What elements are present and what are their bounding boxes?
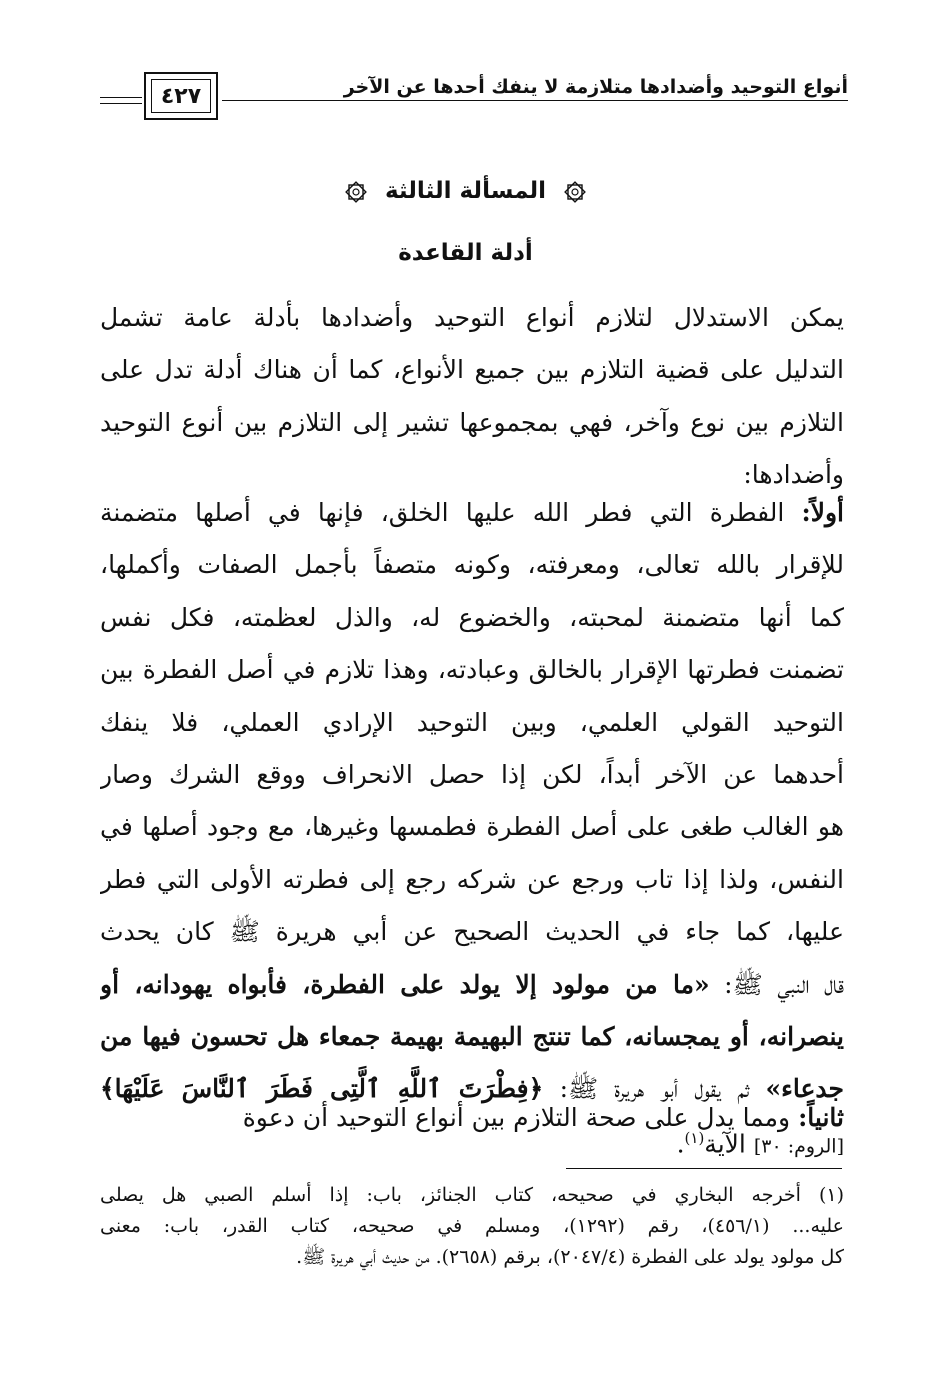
text-line bbox=[100, 487, 844, 539]
verse-suffix: الآية bbox=[704, 1129, 754, 1159]
text-line: التدليل على قضية التلازم بين جميع الأنواع، كما أن هناك أدلة تدل على bbox=[100, 355, 844, 385]
octagram-ornament-icon bbox=[345, 181, 367, 203]
page-header bbox=[100, 66, 848, 126]
text-line: التوحيد القولي العلمي، وبين التوحيد الإرادي العملي، فلا ينفك bbox=[100, 707, 844, 737]
sentence-end: . bbox=[676, 1129, 685, 1159]
second-evidence-paragraph bbox=[100, 1092, 844, 1144]
text-line: أحدهما عن الآخر أبداً، لكن إذا حصل الانحراف ووقع الشرك وصار bbox=[100, 759, 844, 789]
hadith-text: جدعاء» bbox=[765, 1074, 844, 1104]
footnote-marker: (١) bbox=[684, 1128, 705, 1147]
footnotes bbox=[100, 1180, 844, 1273]
octagram-ornament-icon bbox=[564, 181, 586, 203]
intro-paragraph bbox=[100, 292, 844, 502]
text-line: هو الغالب طغى على أصل الفطرة فطمسها وغيرها، مع وجود أصلها في bbox=[100, 812, 844, 842]
section-heading bbox=[0, 178, 931, 204]
text-line: يمكن الاستدلال لتلازم أنواع التوحيد وأضدادها بأدلة عامة تشمل bbox=[100, 303, 844, 332]
narrator-text: ثم يقول أبو هريرة ﷺ: bbox=[543, 1074, 766, 1104]
text-line: للإقرار بالله تعالى، ومعرفته، وكونه متصفاً بأجمل الصفات وأكملها، bbox=[100, 550, 844, 580]
text-line: تضمنت فطرتها الإقرار بالخالق وعبادته، وهذا تلازم في أصل الفطرة بين bbox=[100, 655, 844, 685]
text-line bbox=[100, 959, 844, 1011]
page-number-frame bbox=[144, 72, 218, 120]
text-line: كما أنها متضمنة لمحبته، والخضوع له، والذل لعظمته، فكل نفس bbox=[100, 602, 844, 632]
text-line: التلازم بين نوع وآخر، فهي بمجموعها تشير إلى التلازم بين أنوع التوحيد bbox=[100, 407, 844, 437]
text-line: عليها، كما جاء في الحديث الصحيح عن أبي هريرة ﷺ كان يحدث bbox=[100, 917, 844, 947]
hadith-text: «ما من مولود إلا يولد على الفطرة، فأبواه يهودانه، أو bbox=[100, 969, 710, 999]
running-title: أنواع التوحيد وأضدادها متلازمة لا ينفك أحدها عن الآخر bbox=[343, 76, 848, 98]
hadith-intro: قال النبي ﷺ: bbox=[709, 969, 844, 999]
footnote-line: عليه... (٤٥٦/١)، رقم (١٢٩٢)، ومسلم في صحيحه، كتاب القدر، باب: معنى bbox=[100, 1215, 844, 1237]
verse-reference: [الروم: ٣٠] bbox=[753, 1135, 844, 1158]
first-lead: أولاً: bbox=[801, 498, 844, 527]
footnote-line: كل مولود يولد على الفطرة (٢٠٤٧/٤)، برقم (٢٦٥٨). من حديث أبي هريرة ﷺ. bbox=[296, 1246, 844, 1268]
footnote-separator bbox=[566, 1168, 842, 1169]
page-number: ٤٢٧ bbox=[151, 79, 211, 113]
footnote-line: (١) أخرجه البخاري في صحيحه، كتاب الجنائز، باب: إذا أسلم الصبي هل يصلى bbox=[100, 1184, 844, 1206]
text-line: النفس، ولذا إذا تاب ورجع عن شركه رجع إلى فطرته الأولى التي فطر bbox=[100, 864, 844, 894]
header-rule-double-bottom bbox=[100, 103, 142, 104]
section-title: المسألة الثالثة bbox=[384, 178, 547, 204]
second-lead: ثانياً: bbox=[798, 1103, 844, 1132]
header-rule-double-top bbox=[100, 97, 142, 98]
text-line bbox=[100, 1092, 844, 1144]
text-line: وأضدادها: bbox=[743, 460, 844, 490]
first-evidence-paragraph bbox=[100, 487, 844, 1160]
hadith-text: ينصرانه، أو يمجسانه، كما تنتج البهيمة بهيمة جمعاء هل تحسون فيها من bbox=[100, 1021, 844, 1051]
section-subtitle: أدلة القاعدة bbox=[398, 240, 533, 266]
second-line-text: ومما يدل على صحة التلازم بين أنواع التوحيد أن دعوة bbox=[242, 1103, 799, 1132]
first-line-text: الفطرة التي فطر الله عليها الخلق، فإنها في أصلها متضمنة bbox=[100, 498, 802, 527]
header-rule bbox=[222, 100, 848, 101]
quran-verse: ﴿فِطْرَتَ ٱللَّهِ ٱلَّتِى فَطَرَ ٱلنَّاسَ عَلَيْهَا﴾ bbox=[100, 1074, 544, 1104]
text-line bbox=[100, 1011, 844, 1063]
